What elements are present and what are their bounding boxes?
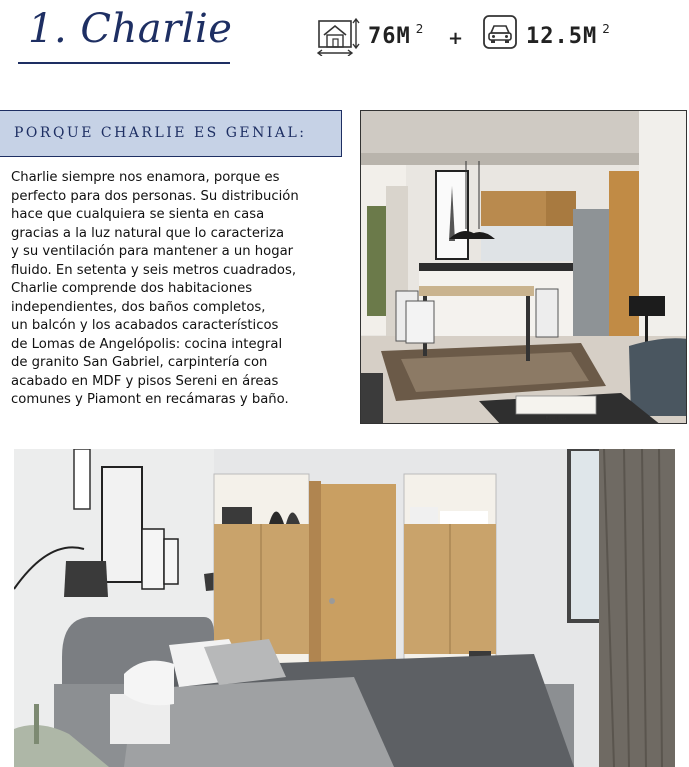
description-line: perfecto para dos personas. Su distribución xyxy=(11,188,299,204)
description-line: de Lomas de Angelópolis: cocina integral xyxy=(11,336,283,352)
description-line: fluido. En setenta y seis metros cuadrados, xyxy=(11,262,297,278)
parking-value: 12.5M xyxy=(526,24,598,49)
area-unit-sup: 2 xyxy=(415,22,424,36)
bedroom-image xyxy=(14,449,675,767)
section-title: PORQUE CHARLIE ES GENIAL: xyxy=(14,125,307,141)
description-line: independientes, dos baños completos, xyxy=(11,299,266,315)
house-area-icon xyxy=(316,14,360,56)
description-line: hace que cualquiera se sienta en casa xyxy=(11,207,265,222)
description-line: Charlie siempre nos enamora, porque es xyxy=(11,170,280,185)
parking-metric xyxy=(482,14,610,52)
description-line: Charlie comprende dos habitaciones xyxy=(11,281,253,296)
page-title: 1. Charlie xyxy=(28,6,233,52)
description-line: y su ventilación para mantener a un hogar xyxy=(11,244,294,259)
book-title: FINDING xyxy=(545,416,567,422)
parking-unit-sup: 2 xyxy=(602,22,610,36)
description-line: comunes y Piamont en recámaras y baño. xyxy=(11,392,289,407)
area-metric xyxy=(316,14,423,56)
car-icon xyxy=(482,14,518,52)
area-value: 76M xyxy=(368,24,411,49)
title-underline xyxy=(18,62,230,64)
plus-sign: + xyxy=(448,28,464,49)
description-line: un balcón y los acabados característicos xyxy=(11,318,279,333)
kitchen-dining-image xyxy=(360,110,687,424)
description-line: gracias a la luz natural que lo caracteriza xyxy=(11,225,285,241)
description-line: de granito San Gabriel, carpintería con xyxy=(11,355,268,370)
description-text xyxy=(11,169,329,410)
section-header xyxy=(0,110,342,157)
description-line: acabado en MDF y pisos Sereni en áreas xyxy=(11,373,279,389)
